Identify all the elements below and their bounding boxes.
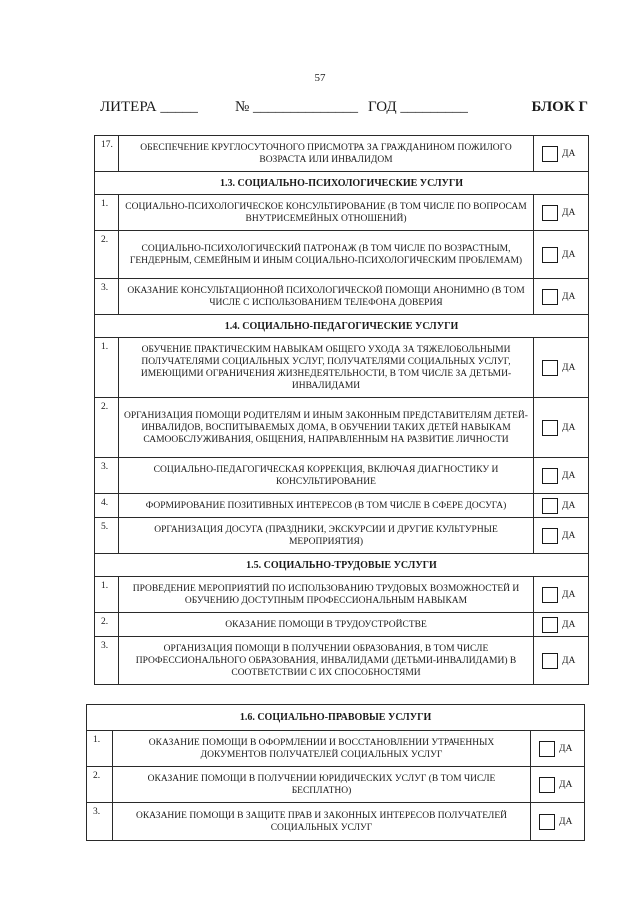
yes-label: ДА <box>562 655 576 666</box>
yes-label: ДА <box>559 743 573 754</box>
service-text: ОКАЗАНИЕ ПОМОЩИ В ЗАЩИТЕ ПРАВ И ЗАКОННЫХ ИНТЕРЕСОВ ПОЛУЧАТЕЛЕЙ СОЦИАЛЬНЫХ УСЛУГ <box>113 803 531 841</box>
section-row <box>95 554 589 577</box>
number-field[interactable]: № ______________ <box>235 99 359 115</box>
year-field[interactable]: ГОД _________ <box>368 99 468 115</box>
service-text: СОЦИАЛЬНО-ПСИХОЛОГИЧЕСКОЕ КОНСУЛЬТИРОВАНИЕ (В ТОМ ЧИСЛЕ ПО ВОПРОСАМ ВНУТРИСЕМЕЙНЫХ ОТНОШЕНИЙ) <box>119 195 534 231</box>
row-number: 1. <box>95 195 119 231</box>
yes-checkbox-cell[interactable] <box>534 195 589 231</box>
table-row <box>87 803 585 841</box>
row-number: 1. <box>95 338 119 398</box>
yes-label: ДА <box>562 249 576 260</box>
yes-checkbox-cell[interactable] <box>534 577 589 613</box>
yes-checkbox-cell[interactable] <box>534 398 589 458</box>
service-text: ОКАЗАНИЕ КОНСУЛЬТАЦИОННОЙ ПСИХОЛОГИЧЕСКОЙ ПОМОЩИ АНОНИМНО (В ТОМ ЧИСЛЕ С ИСПОЛЬЗОВАНИЕМ ТЕЛЕФОНА ДОВЕРИЯ <box>119 279 534 315</box>
checkbox[interactable] <box>542 653 558 669</box>
table-row <box>95 637 589 685</box>
yes-label: ДА <box>562 291 576 302</box>
legal-services-table <box>86 704 585 841</box>
yes-label: ДА <box>562 362 576 373</box>
checkbox[interactable] <box>542 468 558 484</box>
yes-label: ДА <box>562 500 576 511</box>
row-number: 1. <box>95 577 119 613</box>
row-number: 3. <box>95 279 119 315</box>
checkbox[interactable] <box>539 741 555 757</box>
service-text: ПРОВЕДЕНИЕ МЕРОПРИЯТИЙ ПО ИСПОЛЬЗОВАНИЮ ТРУДОВЫХ ВОЗМОЖНОСТЕЙ И ОБУЧЕНИЮ ДОСТУПНЫМ ПРОФЕССИОНАЛЬНЫМ НАВЫКАМ <box>119 577 534 613</box>
yes-label: ДА <box>562 207 576 218</box>
table-row <box>95 136 589 172</box>
row-number: 3. <box>95 637 119 685</box>
yes-checkbox-cell[interactable] <box>534 458 589 494</box>
service-text: ОБУЧЕНИЕ ПРАКТИЧЕСКИМ НАВЫКАМ ОБЩЕГО УХОДА ЗА ТЯЖЕЛОБОЛЬНЫМИ ПОЛУЧАТЕЛЯМИ СОЦИАЛЬНЫХ УСЛУГ, ПОЛУЧАТЕЛЯМИ СОЦИАЛЬНЫХ УСЛУГ, ИМЕЮЩИМИ ОГРАНИЧЕНИЯ ЖИЗНЕДЕЯТЕЛЬНОСТИ, В ТОМ ЧИСЛЕ ЗА ДЕТЬМИ-ИНВАЛИДАМИ <box>119 338 534 398</box>
yes-label: ДА <box>562 470 576 481</box>
checkbox[interactable] <box>542 498 558 514</box>
yes-label: ДА <box>562 589 576 600</box>
yes-checkbox-cell[interactable] <box>534 613 589 637</box>
yes-checkbox-cell[interactable] <box>534 637 589 685</box>
service-text: ОРГАНИЗАЦИЯ ПОМОЩИ РОДИТЕЛЯМ И ИНЫМ ЗАКОННЫМ ПРЕДСТАВИТЕЛЯМ ДЕТЕЙ-ИНВАЛИДОВ, ВОСПИТЫВАЕМЫХ ДОМА, В ОБУЧЕНИИ ТАКИХ ДЕТЕЙ НАВЫКАМ САМООБСЛУЖИВАНИЯ, ОБЩЕНИЯ, НАПРАВЛЕННЫМ НА РАЗВИТИЕ ЛИЧНОСТИ <box>119 398 534 458</box>
row-number: 17. <box>95 136 119 172</box>
row-number: 2. <box>95 398 119 458</box>
form-header <box>100 99 588 119</box>
row-number: 2. <box>87 767 113 803</box>
yes-checkbox-cell[interactable] <box>534 494 589 518</box>
yes-checkbox-cell[interactable] <box>534 279 589 315</box>
yes-label: ДА <box>562 530 576 541</box>
yes-label: ДА <box>562 422 576 433</box>
block-label: БЛОК Г <box>531 99 588 115</box>
section-row <box>87 705 585 731</box>
section-row <box>95 172 589 195</box>
checkbox[interactable] <box>542 617 558 633</box>
services-table <box>94 135 589 685</box>
checkbox[interactable] <box>542 360 558 376</box>
service-text: ФОРМИРОВАНИЕ ПОЗИТИВНЫХ ИНТЕРЕСОВ (В ТОМ ЧИСЛЕ В СФЕРЕ ДОСУГА) <box>119 494 534 518</box>
yes-checkbox-cell[interactable] <box>531 731 585 767</box>
yes-checkbox-cell[interactable] <box>534 338 589 398</box>
yes-label: ДА <box>559 816 573 827</box>
table-row <box>95 338 589 398</box>
table-row <box>95 195 589 231</box>
table-row <box>95 577 589 613</box>
table-row <box>95 279 589 315</box>
checkbox[interactable] <box>542 205 558 221</box>
service-text: ОРГАНИЗАЦИЯ ПОМОЩИ В ПОЛУЧЕНИИ ОБРАЗОВАНИЯ, В ТОМ ЧИСЛЕ ПРОФЕССИОНАЛЬНОГО ОБРАЗОВАНИЯ, ИНВАЛИДАМИ (ДЕТЬМИ-ИНВАЛИДАМИ) В СООТВЕТСТВИИ С ИХ СПОСОБНОСТЯМИ <box>119 637 534 685</box>
service-text: СОЦИАЛЬНО-ПСИХОЛОГИЧЕСКИЙ ПАТРОНАЖ (В ТОМ ЧИСЛЕ ПО ВОЗРАСТНЫМ, ГЕНДЕРНЫМ, СЕМЕЙНЫМ И ИНЫМ СОЦИАЛЬНО-ПСИХОЛОГИЧЕСКИМ ПРОБЛЕМАМ) <box>119 231 534 279</box>
yes-label: ДА <box>559 779 573 790</box>
row-number: 2. <box>95 613 119 637</box>
row-number: 5. <box>95 518 119 554</box>
table-row <box>87 767 585 803</box>
checkbox[interactable] <box>542 146 558 162</box>
service-text: ОКАЗАНИЕ ПОМОЩИ В ТРУДОУСТРОЙСТВЕ <box>119 613 534 637</box>
table-row <box>95 613 589 637</box>
yes-label: ДА <box>562 619 576 630</box>
section-title: 1.6. СОЦИАЛЬНО-ПРАВОВЫЕ УСЛУГИ <box>87 705 585 731</box>
table-row <box>95 398 589 458</box>
yes-checkbox-cell[interactable] <box>534 136 589 172</box>
checkbox[interactable] <box>539 814 555 830</box>
service-text: ОРГАНИЗАЦИЯ ДОСУГА (ПРАЗДНИКИ, ЭКСКУРСИИ И ДРУГИЕ КУЛЬТУРНЫЕ МЕРОПРИЯТИЯ) <box>119 518 534 554</box>
row-number: 3. <box>87 803 113 841</box>
table-row <box>95 494 589 518</box>
checkbox[interactable] <box>539 777 555 793</box>
table-row <box>95 458 589 494</box>
service-text: ОБЕСПЕЧЕНИЕ КРУГЛОСУТОЧНОГО ПРИСМОТРА ЗА ГРАЖДАНИНОМ ПОЖИЛОГО ВОЗРАСТА ИЛИ ИНВАЛИДОМ <box>119 136 534 172</box>
service-text: ОКАЗАНИЕ ПОМОЩИ В ПОЛУЧЕНИИ ЮРИДИЧЕСКИХ УСЛУГ (В ТОМ ЧИСЛЕ БЕСПЛАТНО) <box>113 767 531 803</box>
row-number: 2. <box>95 231 119 279</box>
row-number: 1. <box>87 731 113 767</box>
checkbox[interactable] <box>542 587 558 603</box>
table-row <box>95 518 589 554</box>
yes-checkbox-cell[interactable] <box>534 231 589 279</box>
section-title: 1.3. СОЦИАЛЬНО-ПСИХОЛОГИЧЕСКИЕ УСЛУГИ <box>95 172 589 195</box>
service-text: ОКАЗАНИЕ ПОМОЩИ В ОФОРМЛЕНИИ И ВОССТАНОВЛЕНИИ УТРАЧЕННЫХ ДОКУМЕНТОВ ПОЛУЧАТЕЛЕЙ СОЦИАЛЬНЫХ УСЛУГ <box>113 731 531 767</box>
row-number: 4. <box>95 494 119 518</box>
yes-checkbox-cell[interactable] <box>534 518 589 554</box>
table-row <box>87 731 585 767</box>
section-title: 1.4. СОЦИАЛЬНО-ПЕДАГОГИЧЕСКИЕ УСЛУГИ <box>95 315 589 338</box>
section-title: 1.5. СОЦИАЛЬНО-ТРУДОВЫЕ УСЛУГИ <box>95 554 589 577</box>
checkbox[interactable] <box>542 528 558 544</box>
checkbox[interactable] <box>542 420 558 436</box>
section-row <box>95 315 589 338</box>
litera-field[interactable]: ЛИТЕРА _____ <box>100 99 198 115</box>
table-row <box>95 231 589 279</box>
yes-label: ДА <box>562 148 576 159</box>
row-number: 3. <box>95 458 119 494</box>
yes-checkbox-cell[interactable] <box>531 767 585 803</box>
checkbox[interactable] <box>542 247 558 263</box>
page-number: 57 <box>314 72 326 84</box>
service-text: СОЦИАЛЬНО-ПЕДАГОГИЧЕСКАЯ КОРРЕКЦИЯ, ВКЛЮЧАЯ ДИАГНОСТИКУ И КОНСУЛЬТИРОВАНИЕ <box>119 458 534 494</box>
yes-checkbox-cell[interactable] <box>531 803 585 841</box>
checkbox[interactable] <box>542 289 558 305</box>
